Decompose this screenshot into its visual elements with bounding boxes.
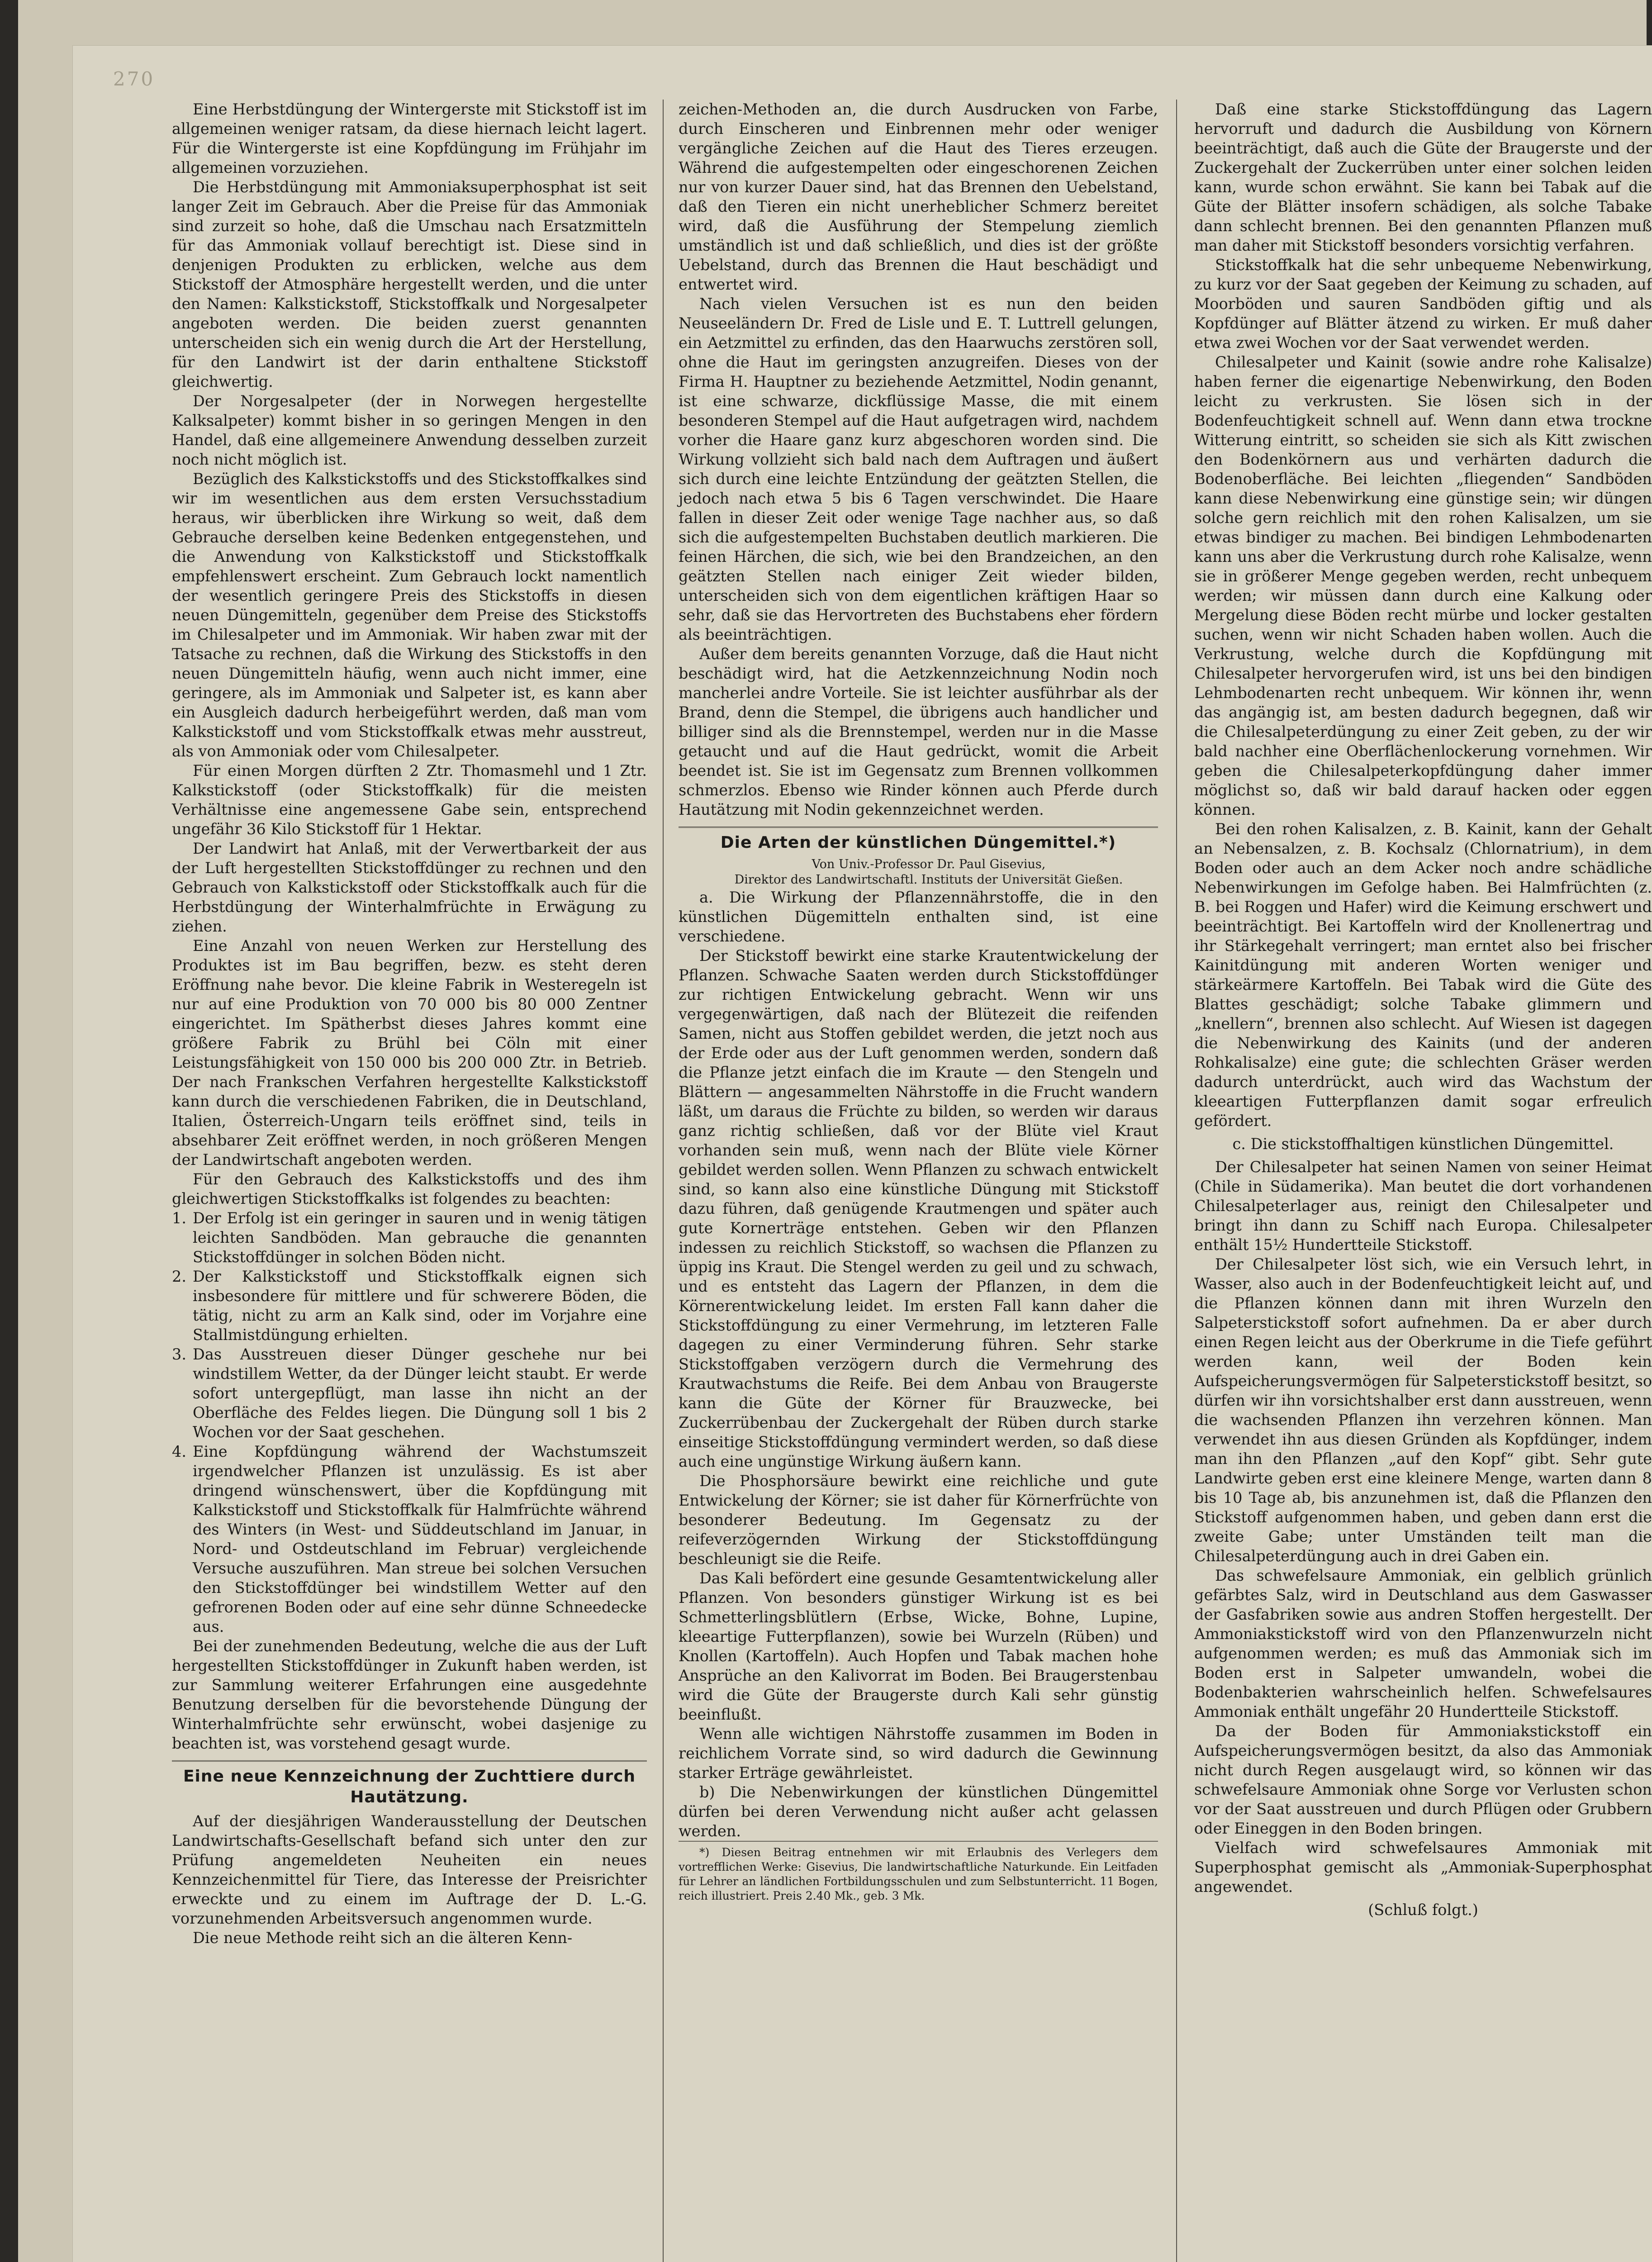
- list-number: 3.: [172, 1345, 186, 1363]
- paragraph: Stickstoffkalk hat die sehr unbequeme Nebenwirkung, zu kurz vor der Saat gegeben der Keimung zu schaden, auf Moorböden und sauren Sandböden giftig und als Kopfdünger auf Blätter ätzend zu wirken. Er muß daher etwa zwei Wochen vor der Saat verwendet werden.: [1194, 256, 1652, 352]
- column-2: [679, 100, 1158, 1903]
- paragraph: Die neue Methode reiht sich an die älteren Kenn-: [193, 1929, 573, 1947]
- list-number: 4.: [172, 1443, 186, 1460]
- section-rule: [679, 827, 1158, 828]
- paragraph: Nach vielen Versuchen ist es nun den beiden Neuseeländern Dr. Fred de Lisle und E. T. Luttrell gelungen, ein Aetzmittel zu erfinden, das den Haarwuchs zerstören soll, ohne die Haut im geringsten anzugreifen. Dieses von der Firma H. Hauptner zu beziehende Aetzmittel, Nodin genannt, ist eine schwarze, dickflüssige Masse, die mit einem besonderen Stempel auf die Haut aufgetragen wird, nachdem vorher die Haare ganz kurz abgeschoren worden sind. Die Wirkung vollzieht sich bald nach dem Auftragen und äußert sich durch eine leichte Entzündung der geätzten Stellen, die jedoch nach etwa 5 bis 6 Tagen verschwindet. Die Haare fallen in dieser Zeit oder wenige Tage nachher aus, so daß sich die aufgestempelten Buchstaben deutlich markieren. Die feinen Härchen, die sich, wie bei den Brandzeichen, an den geätzten Stellen nach einiger Zeit wieder bilden, unterscheiden sich von dem eigentlichen kräftigen Haar so sehr, daß sie das Hervortreten des Buchstabens eher fördern als beeinträchtigen.: [679, 295, 1158, 643]
- paragraph: Bei der zunehmenden Bedeutung, welche die aus der Luft hergestellten Stickstoffdünger in Zukunft haben werden, ist zur Sammlung weiterer Erfahrungen eine ausgedehnte Benutzung derselben für die bevorstehende Düngung der Winterhalmfrüchte sehr erwünscht, wobei dasjenige zu beachten ist, was vorstehend gesagt wurde.: [172, 1637, 647, 1752]
- paragraph: Der Norgesalpeter (der in Norwegen hergestellte Kalksalpeter) kommt bisher in so geringen Mengen in den Handel, daß eine allgemeinere Anwendung desselben zurzeit noch nicht möglich ist.: [172, 392, 647, 468]
- article-heading: Eine neue Kennzeichnung der Zuchttiere durch Hautätzung.: [183, 1767, 636, 1806]
- column-1: [172, 100, 647, 1948]
- list-item: [172, 1267, 647, 1345]
- paragraph: Auf der diesjährigen Wanderausstellung der Deutschen Landwirtschafts-Gesellschaft befand sich unter den zur Prüfung angemeldeten Neuheiten ein neues Kennzeichenmittel für Tiere, das Interesse der Preisrichter erweckte und zu einem im Auftrage der D. L.-G. vorzunehmenden Arbeitsversuch angenommen wurde.: [172, 1812, 647, 1927]
- list-text: Der Erfolg ist ein geringer in sauren und in wenig tätigen leichten Sandböden. Man gebrauche die genannten Stickstoffdünger in solchen Böden nicht.: [193, 1209, 647, 1266]
- column-3: [1194, 100, 1652, 2253]
- list-item: [172, 1208, 647, 1267]
- paragraph: Der Chilesalpeter hat seinen Namen von seiner Heimat (Chile in Südamerika). Man beutet die dort vorhandenen Chilesalpeterlager aus, reinigt den Chilesalpeter und bringt ihn dann zu Schiff nach Europa. Chilesalpeter enthält 15½ Hundertteile Stickstoff.: [1194, 1158, 1652, 1254]
- paragraph: Daß eine starke Stickstoffdüngung das Lagern hervorruft und dadurch die Ausbildung von Körnern beeinträchtigt, daß auch die Güte der Braugerste und der Zuckergehalt der Zuckerrüben unter einer solchen leiden kann, wurde schon erwähnt. Sie kann bei Tabak auf die Güte der Blätter insofern schädigen, als solche Tabake dann schlecht brennen. Bei den genannten Pflanzen muß man daher mit Stickstoff besonders vorsichtig verfahren.: [1194, 100, 1652, 254]
- paragraph: Für den Gebrauch des Kalkstickstoffs und des ihm gleichwertigen Stickstoffkalks ist folgendes zu beachten:: [172, 1170, 647, 1207]
- byline-author: Von Univ.-Professor Dr. Paul Gisevius,: [812, 857, 1046, 871]
- article-heading: Die Arten der künstlichen Düngemittel.*): [720, 833, 1116, 852]
- list-item: [172, 1442, 647, 1636]
- paragraph: Vielfach wird schwefelsaures Ammoniak mit Superphosphat gemischt als „Ammoniak-Superphosphat angewendet.: [1194, 1839, 1652, 1896]
- footnote: *) Diesen Beitrag entnehmen wir mit Erlaubnis des Verlegers dem vortrefflichen Werke: Gisevius, Die landwirtschaftliche Naturkunde. Ein Leitfaden für Lehrer an ländlichen Fortbildungsschulen und zum Selbstunterricht. 11 Bogen, reich illustriert. Preis 2.40 Mk., geb. 3 Mk.: [679, 1841, 1158, 1903]
- list-text: Eine Kopfdüngung während der Wachstumszeit irgendwelcher Pflanzen ist unzulässig. Es ist aber dringend wünschenswert, über die Kopfdüngung mit Kalkstickstoff und Stickstoffkalk für Halmfrüchte während des Winters (in West- und Süddeutschland im Januar, in Nord- und Ostdeutschland im Februar) vergleichende Versuche auszuführen. Man streue bei solchen Versuchen den Stickstoffdünger bei windstillem Wetter auf den gefrorenen Boden oder auf eine sehr dünne Schneedecke aus.: [193, 1443, 647, 1635]
- paragraph: Der Landwirt hat Anlaß, mit der Verwertbarkeit der aus der Luft hergestellten Stickstoffdünger zu rechnen und den Gebrauch von Kalkstickstoff oder Stickstoffkalk auch für die Herbstdüngung der Winterhalmfrüchte in Erwägung zu ziehen.: [172, 840, 647, 935]
- list-item: [172, 1345, 647, 1442]
- section-c-heading: c. Die stickstoffhaltigen künstlichen Düngemittel.: [1232, 1135, 1614, 1153]
- byline-affiliation: Direktor des Landwirtschaftl. Instituts der Universität Gießen.: [734, 873, 1123, 887]
- paragraph: Bei den rohen Kalisalzen, z. B. Kainit, kann der Gehalt an Nebensalzen, z. B. Kochsalz (Chlornatrium), in dem Boden oder auch an dem Acker noch andre schädliche Nebenwirkungen im Gefolge haben. Bei Halmfrüchten (z. B. bei Roggen und Hafer) wird die Keimung erschwert und beeinträchtigt. Bei Kartoffeln wird der Knollenertrag und ihr Stärkegehalt verringert; man erntet also bei frischer Kainitdüngung mit anderen Worten weniger und stärkeärmere Kartoffeln. Bei Tabak wird die Güte des Blattes geschädigt; solche Tabake glimmern und „knellern“, brennen also schlecht. Auf Wiesen ist dagegen die Nebenwirkung des Kainits (und der anderen Rohkalisalze) eine gute; die schlechten Gräser werden dadurch unterdrückt, auch wird das Wachstum der kleeartigen Futterpflanzen damit sogar erfreulich gefördert.: [1194, 820, 1652, 1130]
- paragraph: Wenn alle wichtigen Nährstoffe zusammen im Boden in reichlichem Vorrate sind, so wird dadurch die Gewinnung starker Erträge gewährleistet.: [679, 1725, 1158, 1782]
- paragraph: Eine Herbstdüngung der Wintergerste mit Stickstoff ist im allgemeinen weniger ratsam, da diese hiernach leicht lagert. Für die Wintergerste ist eine Kopfdüngung im Frühjahr im allgemeinen vorzuziehen.: [172, 100, 647, 176]
- paragraph: Das schwefelsaure Ammoniak, ein gelblich grünlich gefärbtes Salz, wird in Deutschland aus dem Gaswasser der Gasfabriken sowie aus andren Stoffen hergestellt. Der Ammoniakstickstoff wird von den Pflanzenwurzeln nicht aufgenommen werden; es muß das Ammoniak sich im Boden erst in Salpeter umwandeln, wobei die Bodenbakterien wahrscheinlich helfen. Schwefelsaures Ammoniak enthält ungefähr 20 Hundertteile Stickstoff.: [1194, 1567, 1652, 1720]
- paragraph: Der Stickstoff bewirkt eine starke Krautentwickelung der Pflanzen. Schwache Saaten werden durch Stickstoffdünger zur richtigen Entwickelung gebracht. Wenn wir uns vergegenwärtigen, daß nach der Blütezeit die reifenden Samen, nicht aus Stoffen gebildet werden, die jetzt noch aus der Erde oder aus der Luft genommen werden, sondern daß die Pflanze jetzt einfach die im Kraute — den Stengeln und Blättern — angesammelten Nährstoffe in die Frucht wandern läßt, um daraus die Früchte zu bilden, so werden wir daraus ganz richtig schließen, daß vor der Blüte viel Kraut vorhanden sein muß, wenn nach der Blüte viele Körner gebildet werden sollen. Wenn Pflanzen zu schwach entwickelt sind, so kann also eine künstliche Düngung mit Stickstoff dazu führen, daß genügende Krautmengen und später auch gute Kornerträge entstehen. Geben wir den Pflanzen indessen zu reichlich Stickstoff, so wachsen die Pflanzen zu üppig ins Kraut. Die Stengel werden zu geil und zu schwach, und es entsteht das Lagern der Pflanzen, in dem die Körnerentwickelung leidet. Im ersten Fall kann daher die Stickstoffdüngung zu einer Vermehrung, im letzteren Falle dagegen zu einer Verminderung führen. Sehr starke Stickstoffgaben verzögern durch die Vermehrung des Krautwachstums die Reife. Bei dem Anbau von Braugerste kann die Güte der Körner für Brauzwecke, bei Zuckerrübenbau der Zuckergehalt der Rüben durch starke einseitige Stickstoffdüngung vermindert werden, so daß diese auch eine ungünstige Wirkung äußern kann.: [679, 947, 1158, 1470]
- paragraph: Für einen Morgen dürften 2 Ztr. Thomasmehl und 1 Ztr. Kalkstickstoff (oder Stickstoffkalk) für die meisten Verhältnisse eine angemessene Gabe sein, entsprechend ungefähr 36 Kilo Stickstoff für 1 Hektar.: [172, 762, 647, 838]
- list-number: 2.: [172, 1268, 186, 1285]
- numbered-list: [172, 1208, 647, 1636]
- paragraph: Die Phosphorsäure bewirkt eine reichliche und gute Entwickelung der Körner; sie ist daher für Körnerfrüchte von besonderer Bedeutung. Im Gegensatz zu der reifeverzögernden Wirkung der Stickstoffdüngung beschleunigt sie die Reife.: [679, 1472, 1158, 1568]
- paragraph: Chilesalpeter und Kainit (sowie andre rohe Kalisalze) haben ferner die eigenartige Nebenwirkung, den Boden leicht zu verkrusten. Sie lösen sich in der Bodenfeuchtigkeit schnell auf. Wenn dann etwa trockne Witterung eintritt, so scheiden sie sich als Kitt zwischen den Bodenkörnern aus und verhärten dadurch die Bodenoberfläche. Bei leichten „fliegenden“ Sandböden kann diese Nebenwirkung eine günstige sein; wir düngen solche gern reichlich mit den rohen Kalisalzen, um sie etwas bindiger zu machen. Bei bindigen Lehmbodenarten kann uns aber die Verkrustung durch rohe Kalisalze, wenn sie in größerer Menge gegeben werden, recht unbequem werden; wir müssen dann durch eine Kalkung oder Mergelung diese Böden recht mürbe und locker gestalten suchen, wenn wir nicht Schaden haben wollen. Auch die Verkrustung, welche durch die Kopfdüngung mit Chilesalpeter hervorgerufen wird, ist uns bei den bindigen Lehmbodenarten recht unbequem. Wir können ihr, wenn das angängig ist, am besten dadurch begegnen, daß wir die Chilesalpeterdüngung zu einer Zeit geben, zu der wir bald nachher eine Oberflächenlockerung vornehmen. Wir geben die Chilesalpeterkopfdüngung daher immer möglichst so, daß wir bald darauf hacken oder eggen können.: [1194, 353, 1652, 818]
- to-be-continued-note: (Schluß folgt.): [1368, 1901, 1478, 1919]
- paragraph: Die Herbstdüngung mit Ammoniaksuperphosphat ist seit langer Zeit im Gebrauch. Aber die Preise für das Ammoniak sind zurzeit so hohe, daß die Umschau nach Ersatzmitteln für das Ammoniak vollauf berechtigt ist. Diese sind in denjenigen Produkten zu erblicken, welche aus dem Stickstoff der Atmosphäre hergestellt werden, und die unter den Namen: Kalkstickstoff, Stickstoffkalk und Norgesalpeter angeboten werden. Die beiden zuerst genannten unterscheiden sich ein wenig durch die Art der Herstellung, für den Landwirt ist der darin enthaltene Stickstoff gleichwertig.: [172, 178, 647, 390]
- page-number: 270: [113, 68, 155, 90]
- paragraph: Eine Anzahl von neuen Werken zur Herstellung des Produktes ist im Bau begriffen, bezw. es steht deren Eröffnung nahe bevor. Die kleine Fabrik in Westeregeln ist nur auf eine Produktion von 70 000 bis 80 000 Zentner eingerichtet. Im Spätherbst dieses Jahres kommt eine größere Fabrik zu Brühl bei Cöln mit einer Leistungsfähigkeit von 150 000 bis 200 000 Ztr. in Betrieb. Der nach Frankschen Verfahren hergestellte Kalkstickstoff kann durch die verschiedenen Fabriken, die in Deutschland, Italien, Österreich-Ungarn teils eröffnet sind, teils in absehbarer Zeit eröffnet werden, in noch größeren Mengen der Landwirtschaft angeboten werden.: [172, 937, 647, 1169]
- section-b-heading: b) Die Nebenwirkungen der künstlichen Düngemittel dürfen bei deren Verwendung nicht außer acht gelassen werden.: [679, 1783, 1158, 1840]
- paragraph: Der Chilesalpeter löst sich, wie ein Versuch lehrt, in Wasser, also auch in der Bodenfeuchtigkeit leicht auf, und die Pflanzen können dann mit ihren Wurzeln den Salpeterstickstoff sofort aufnehmen. Da er aber durch einen Regen leicht aus der Oberkrume in die Tiefe geführt werden kann, weil der Boden kein Aufspeicherungsvermögen für Salpeterstickstoff besitzt, so dürfen wir ihn vorsichtshalber erst dann ausstreuen, wenn die wachsenden Pflanzen ihn verzehren können. Man verwendet ihn aus diesen Gründen als Kopfdünger, indem man ihn den Pflanzen „auf den Kopf“ gibt. Sehr gute Landwirte geben erst eine kleinere Menge, warten dann 8 bis 10 Tage ab, bis anzunehmen ist, daß die Pflanzen den Stickstoff aufgenommen haben, und geben dann erst die zweite Gabe; unter Umständen teilt man die Chilesalpeterdüngung auch in drei Gaben ein.: [1194, 1255, 1652, 1565]
- list-text: Das Ausstreuen dieser Dünger geschehe nur bei windstillem Wetter, da der Dünger leicht staubt. Er werde sofort untergepflügt, man lasse ihn nicht an der Oberfläche des Feldes liegen. Die Düngung soll 1 bis 2 Wochen vor der Saat geschehen.: [193, 1345, 647, 1441]
- section-a-heading: a. Die Wirkung der Pflanzennährstoffe, die in den künstlichen Dügemitteln enthalten sind, ist eine verschiedene.: [679, 889, 1158, 945]
- section-rule: [172, 1760, 647, 1762]
- paragraph: Außer dem bereits genannten Vorzuge, daß die Haut nicht beschädigt wird, hat die Aetzkennzeichnung Nodin noch mancherlei andre Vorteile. Sie ist leichter ausführbar als der Brand, denn die Stempel, die übrigens auch handlicher und billiger sind als die Brennstempel, werden nur in die Masse getaucht und auf die Haut gedrückt, womit die Arbeit beendet ist. Sie ist im Gegensatz zum Brennen vollkommen schmerzlos. Ebenso wie Rinder können auch Pferde durch Hautätzung mit Nodin gekennzeichnet werden.: [679, 645, 1158, 818]
- paragraph: Da der Boden für Ammoniakstickstoff ein Aufspeicherungsvermögen besitzt, da also das Ammoniak nicht durch Regen ausgelaugt wird, so können wir das schwefelsaure Ammoniak ohne Sorge vor Verlusten schon vor der Saat ausstreuen und durch Pflügen oder Grubbern oder Eineggen in den Boden bringen.: [1194, 1722, 1652, 1837]
- list-number: 1.: [172, 1209, 186, 1227]
- column-divider-left: [663, 100, 664, 2262]
- paragraph: Das Kali befördert eine gesunde Gesamtentwickelung aller Pflanzen. Von besonders günstiger Wirkung ist es bei Schmetterlingsblütlern (Erbse, Wicke, Bohne, Lupine, kleeartige Futterpflanzen), sowie bei Wurzeln (Rüben) und Knollen (Kartoffeln). Auch Hopfen und Tabak machen hohe Ansprüche an den Kalivorrat im Boden. Bei Braugerstenbau wird die Güte der Braugerste durch Kali sehr günstig beeinflußt.: [679, 1569, 1158, 1723]
- column-divider-right: [1176, 100, 1177, 2262]
- list-text: Der Kalkstickstoff und Stickstoffkalk eignen sich insbesondere für mittlere und für schwerere Böden, die tätig, nicht zu arm an Kalk sind, oder im Vorjahre eine Stallmistdüngung erhielten.: [193, 1268, 647, 1344]
- paragraph: zeichen-Methoden an, die durch Ausdrucken von Farbe, durch Einscheren und Einbrennen mehr oder weniger vergängliche Zeichen auf die Haut des Tieres erzeugen. Während die aufgestempelten oder eingeschorenen Zeichen nur von kurzer Dauer sind, hat das Brennen den Uebelstand, daß den Tieren ein nicht unerheblicher Schmerz bereitet wird, daß die Ausführung der Stempelung ziemlich umständlich ist und daß schließlich, und dies ist der größte Uebelstand, durch das Brennen die Haut beschädigt und entwertet wird.: [679, 100, 1158, 293]
- paragraph: Bezüglich des Kalkstickstoffs und des Stickstoffkalkes sind wir im wesentlichen aus dem ersten Versuchsstadium heraus, wir überblicken ihre Wirkung so weit, daß dem Gebrauche derselben keine Bedenken entgegenstehen, und die Anwendung von Kalkstickstoff und Stickstoffkalk empfehlenswert erscheint. Zum Gebrauch lockt namentlich der wesentlich geringere Preis des Stickstoffs in diesen neuen Düngemitteln, gegenüber dem Preise des Stickstoffs im Chilesalpeter und im Ammoniak. Wir haben zwar mit der Tatsache zu rechnen, daß die Wirkung des Stickstoffs in den neuen Düngemitteln häufig, wenn auch nicht immer, eine geringere, als im Ammoniak und Salpeter ist, es kann aber ein Ausgleich dadurch herbeigeführt werden, daß man vom Kalkstickstoff und vom Stickstoffkalk etwas mehr ausstreut, als von Ammoniak oder vom Chilesalpeter.: [172, 470, 647, 760]
